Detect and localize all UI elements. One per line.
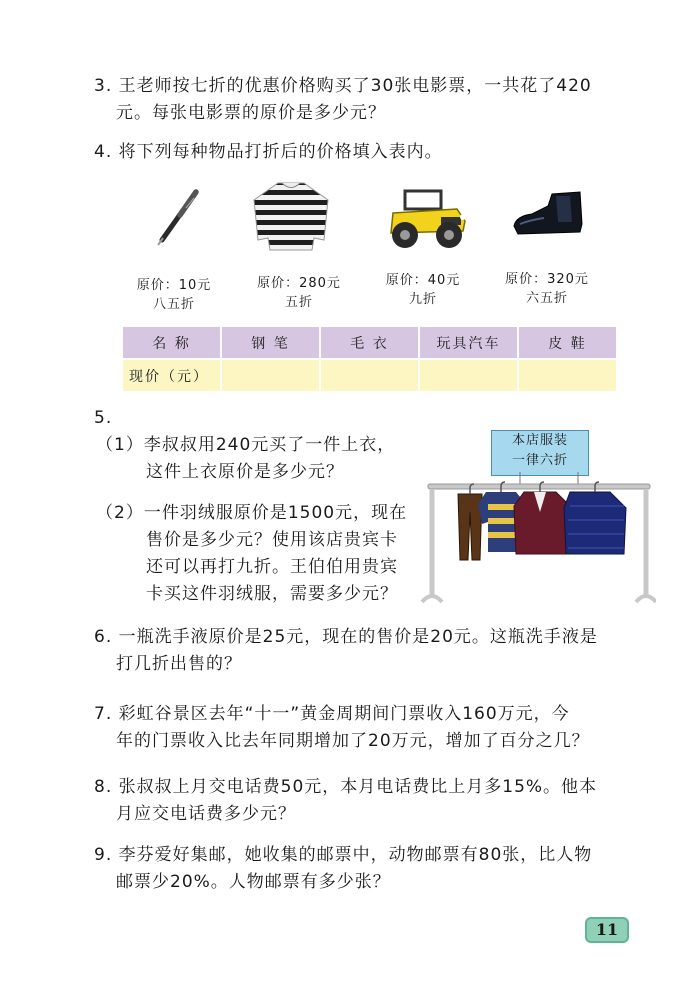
question-5-sub-2 — [96, 500, 407, 608]
answer-cell-sweater[interactable] — [320, 359, 419, 392]
item-sweater-label — [244, 274, 354, 312]
question-3-line-2: 元。每张电影票的原价是多少元？ — [116, 103, 386, 123]
leather-shoe-icon — [510, 188, 586, 238]
sweater-icon — [250, 180, 332, 252]
item-shoe-label — [492, 270, 602, 308]
answer-cell-shoe[interactable] — [518, 359, 617, 392]
pen-icon — [150, 188, 204, 248]
question-8 — [94, 774, 597, 828]
question-4-line-1: 4. 将下列每种物品打折后的价格填入表内。 — [94, 142, 443, 162]
store-sign-line-2: 一律六折 — [511, 453, 568, 468]
question-9-line-1: 9. 李芬爱好集邮，她收集的邮票中，动物邮票有80张，比人物 — [94, 845, 593, 865]
question-3-line-1: 3. 王老师按七折的优惠价格购买了30张电影票，一共花了420 — [94, 76, 592, 96]
table-header-cell: 玩具汽车 — [419, 326, 518, 359]
table-row-label: 现价（元） — [122, 359, 221, 392]
item-shoe-price: 原价：320元 — [505, 272, 589, 287]
question-4 — [94, 139, 443, 166]
question-5-number: 5. — [94, 408, 113, 428]
item-car-price: 原价：40元 — [385, 273, 461, 288]
question-3 — [94, 73, 592, 127]
item-shoe-discount: 六五折 — [525, 291, 568, 306]
table-header-row — [122, 326, 617, 359]
toy-car-icon — [385, 185, 471, 253]
question-7-line-2: 年的门票收入比去年同期增加了20万元，增加了百分之几？ — [116, 731, 590, 751]
q5-sub2-line-3: 还可以再打九折。王伯伯用贵宾 — [146, 557, 398, 577]
question-8-line-2: 月应交电话费多少元？ — [116, 804, 296, 824]
question-7-line-1: 7. 彩虹谷景区去年“十一”黄金周期间门票收入160万元，今 — [94, 704, 570, 724]
question-6-line-1: 6. 一瓶洗手液原价是25元，现在的售价是20元。这瓶洗手液是 — [94, 627, 598, 647]
table-header-cell: 毛 衣 — [320, 326, 419, 359]
answer-cell-pen[interactable] — [221, 359, 320, 392]
q5-sub2-line-2: 售价是多少元？使用该店贵宾卡 — [146, 530, 398, 550]
question-6-line-2: 打几折出售的？ — [116, 654, 242, 674]
clothing-rack-icon — [420, 472, 656, 606]
question-9 — [94, 842, 592, 896]
table-row — [122, 359, 617, 392]
item-sweater-price: 原价：280元 — [257, 276, 341, 291]
item-car-label — [368, 271, 478, 309]
item-pen-discount: 八五折 — [152, 297, 195, 312]
question-5-sub-1 — [96, 432, 395, 486]
q5-sub2-line-4: 卡买这件羽绒服，需要多少元？ — [146, 584, 398, 604]
store-sign-line-1: 本店服装 — [511, 433, 568, 448]
question-9-line-2: 邮票少20%。人物邮票有多少张？ — [116, 872, 391, 892]
item-sweater-discount: 五折 — [284, 295, 313, 310]
q5-sub2-line-1: （2）一件羽绒服原价是1500元，现在 — [96, 503, 408, 523]
price-table — [121, 325, 618, 393]
question-8-line-1: 8. 张叔叔上月交电话费50元，本月电话费比上月多15%。他本 — [94, 777, 598, 797]
question-7 — [94, 701, 590, 755]
table-header-cell: 钢 笔 — [221, 326, 320, 359]
q5-sub1-line-1: （1）李叔叔用240元买了一件上衣， — [96, 435, 396, 455]
item-car-discount: 九折 — [408, 292, 437, 307]
table-header-cell: 皮 鞋 — [518, 326, 617, 359]
question-6 — [94, 624, 598, 678]
store-sign — [491, 430, 589, 476]
item-pen-price: 原价：10元 — [136, 278, 212, 293]
table-header-cell: 名 称 — [122, 326, 221, 359]
page-number: 11 — [585, 917, 629, 943]
q5-sub1-line-2: 这件上衣原价是多少元？ — [146, 462, 344, 482]
answer-cell-car[interactable] — [419, 359, 518, 392]
item-pen-label — [119, 276, 229, 314]
